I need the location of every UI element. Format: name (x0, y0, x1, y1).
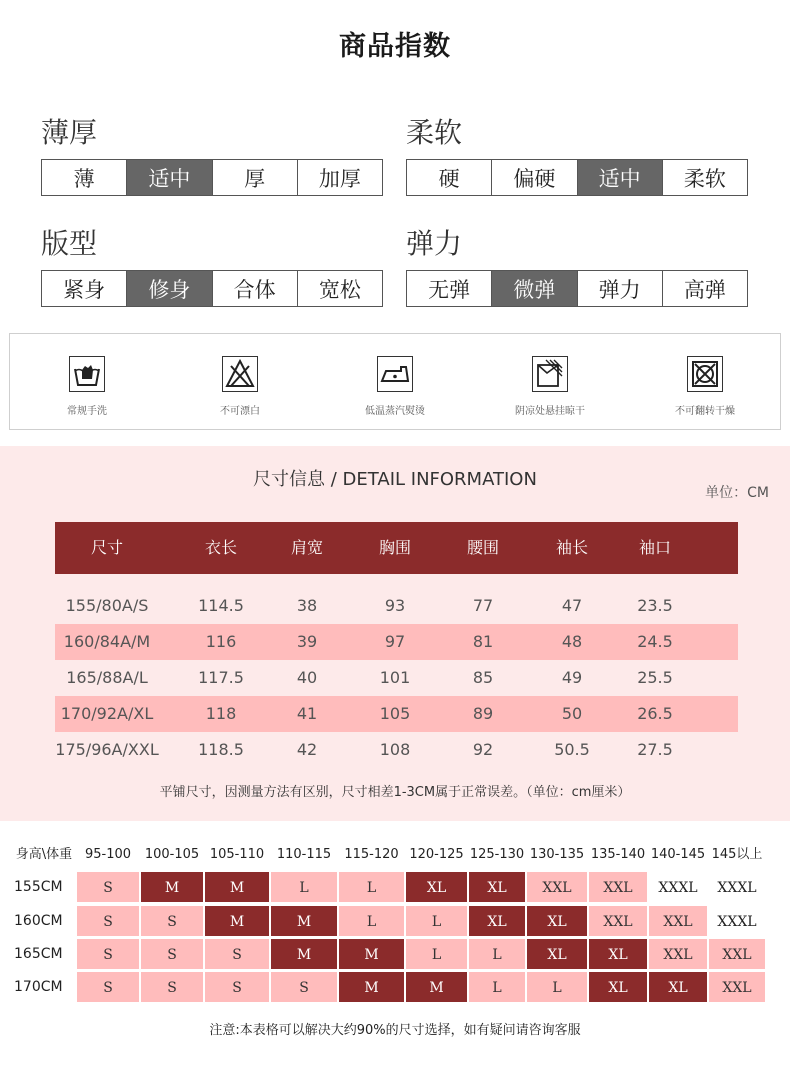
size-table-cell: 118 (205, 704, 237, 723)
scale-option: 适中 (577, 160, 662, 195)
fit-size-cell: S (270, 971, 338, 1003)
size-table-cell: 40 (296, 668, 318, 687)
size-table-cell: 38 (296, 596, 318, 615)
care-instructions (9, 333, 781, 430)
size-table-header (55, 522, 738, 574)
size-column-header: 衣长 (204, 538, 238, 557)
fit-size-cell: M (204, 871, 270, 903)
fit-size-cell: M (270, 938, 338, 970)
fit-size-cell: XXL (708, 938, 766, 970)
care-item (480, 334, 620, 431)
size-table-cell: 118.5 (198, 740, 244, 759)
fit-size-cell: M (338, 938, 405, 970)
size-table-cell: 105 (379, 704, 411, 723)
size-table-cell: 26.5 (637, 704, 673, 723)
size-column-header: 袖口 (638, 538, 672, 557)
size-table-cell: 41 (296, 704, 318, 723)
fit-size-cell: L (338, 871, 405, 903)
fit-size-cell: XL (526, 905, 588, 937)
weight-column-header: 120-125 (409, 847, 464, 862)
thickness-scale (41, 159, 383, 196)
fit-size-cell: XXXL (648, 871, 708, 903)
size-column-header: 尺寸 (90, 538, 124, 557)
fit-size-cell: M (270, 905, 338, 937)
care-label: 常规手洗 (67, 406, 107, 417)
size-table-cell: 23.5 (637, 596, 673, 615)
attr-fit (41, 222, 383, 307)
size-table-cell: 89 (472, 704, 494, 723)
fit-size-cell: L (338, 905, 405, 937)
size-table-row (55, 660, 738, 696)
size-table-cell: 97 (384, 632, 406, 651)
scale-option: 宽松 (297, 271, 382, 306)
height-row-label: 165CM (14, 946, 63, 962)
scale-option: 合体 (212, 271, 297, 306)
size-table-cell: 114.5 (198, 596, 244, 615)
unit-label: 单位：CM (705, 485, 769, 501)
fit-size-cell: XL (468, 871, 526, 903)
fit-size-cell: XL (588, 971, 648, 1003)
shade-hang-dry-icon (532, 356, 568, 392)
height-row-label: 170CM (14, 979, 63, 995)
fit-note: 注意:本表格可以解决大约90%的尺寸选择，如有疑问请咨询客服 (209, 1023, 581, 1038)
size-table-cell: 117.5 (198, 668, 244, 687)
fit-size-cell: XXL (648, 905, 708, 937)
weight-column-header: 105-110 (209, 847, 265, 862)
attr-elasticity (406, 222, 748, 307)
fit-size-cell: XL (405, 871, 468, 903)
size-table-cell: 108 (379, 740, 411, 759)
size-table-cell: 42 (296, 740, 318, 759)
fit-size-cell: XXL (588, 905, 648, 937)
fit-size-cell: S (204, 938, 270, 970)
fit-size-cell: XXL (708, 971, 766, 1003)
care-item (635, 334, 775, 431)
size-table-cell: 116 (205, 632, 237, 651)
size-column-header: 袖长 (555, 538, 589, 557)
no-bleach-icon (222, 356, 258, 392)
fit-size-cell: S (140, 905, 204, 937)
attr-title: 薄厚 (41, 116, 98, 149)
scale-option: 无弹 (407, 271, 491, 306)
size-info-heading: 尺寸信息 / DETAIL INFORMATION (253, 469, 537, 490)
fit-size-cell: XL (588, 938, 648, 970)
size-table-cell: 101 (379, 668, 411, 687)
size-info-section (0, 446, 790, 821)
weight-column-header: 140-145 (650, 847, 706, 862)
size-table-row (55, 696, 738, 732)
care-label: 低温蒸汽熨烫 (365, 406, 425, 417)
weight-column-header: 135-140 (590, 847, 646, 862)
fit-size-cell: L (468, 938, 526, 970)
size-table-row (55, 624, 738, 660)
size-table-cell: 175/96A/XXL (55, 740, 159, 759)
height-row-label: 155CM (14, 879, 63, 895)
size-table-cell: 170/92A/XL (60, 704, 154, 723)
fit-size-cell: XL (468, 905, 526, 937)
size-table-cell: 50.5 (554, 740, 590, 759)
size-column-header: 胸围 (378, 538, 412, 557)
weight-column-header: 95-100 (84, 847, 132, 862)
size-column-header: 腰围 (466, 538, 500, 557)
size-table-cell: 48 (561, 632, 583, 651)
size-table-cell: 92 (472, 740, 494, 759)
size-table-cell: 47 (561, 596, 583, 615)
size-table-cell: 93 (384, 596, 406, 615)
scale-option: 偏硬 (491, 160, 576, 195)
fit-corner-header: 身高\体重 (15, 847, 73, 862)
fit-size-cell: S (76, 905, 140, 937)
fit-size-cell: S (76, 971, 140, 1003)
softness-scale (406, 159, 748, 196)
page-title: 商品指数 (339, 31, 451, 62)
attr-softness (406, 111, 748, 196)
size-table-row (55, 588, 738, 624)
fit-size-cell: XL (648, 971, 708, 1003)
weight-column-header: 125-130 (469, 847, 525, 862)
size-table-cell: 39 (296, 632, 318, 651)
size-note: 平铺尺寸，因测量方法有区别，尺寸相差1-3CM属于正常误差。（单位：cm厘米） (159, 785, 631, 800)
care-label: 不可漂白 (220, 406, 260, 417)
fit-size-cell: L (468, 971, 526, 1003)
size-column-header: 肩宽 (290, 538, 324, 557)
scale-option: 柔软 (662, 160, 747, 195)
attr-title: 柔软 (406, 116, 463, 149)
weight-column-header: 130-135 (529, 847, 585, 862)
size-table-cell: 25.5 (637, 668, 673, 687)
weight-column-header: 100-105 (144, 847, 200, 862)
attr-title: 版型 (41, 227, 98, 260)
size-table-row (55, 732, 738, 768)
weight-column-header: 110-115 (276, 847, 332, 862)
size-table-cell: 160/84A/M (63, 632, 151, 651)
fit-size-cell: S (76, 938, 140, 970)
fit-size-cell: L (526, 971, 588, 1003)
fit-size-cell: S (140, 971, 204, 1003)
care-item (325, 334, 465, 431)
weight-column-header: 145以上 (711, 847, 763, 862)
size-table-cell: 81 (472, 632, 494, 651)
fit-size-cell: L (270, 871, 338, 903)
size-table-cell: 50 (561, 704, 583, 723)
fit-size-cell: M (405, 971, 468, 1003)
fit-size-cell: S (76, 871, 140, 903)
attr-thickness (41, 111, 383, 196)
scale-option: 薄 (42, 160, 126, 195)
size-table-cell: 155/80A/S (65, 596, 149, 615)
size-table-cell: 24.5 (637, 632, 673, 651)
size-table-cell: 77 (472, 596, 494, 615)
fit-size-cell: S (140, 938, 204, 970)
scale-option: 紧身 (42, 271, 126, 306)
size-table-cell: 49 (561, 668, 583, 687)
fit-size-cell: M (338, 971, 405, 1003)
fit-size-cell: M (140, 871, 204, 903)
fit-size-cell: XL (526, 938, 588, 970)
fit-size-cell: XXXL (708, 871, 766, 903)
scale-option: 微弹 (491, 271, 576, 306)
fit-size-cell: XXL (526, 871, 588, 903)
fit-size-cell: L (405, 905, 468, 937)
care-item (170, 334, 310, 431)
scale-option: 适中 (126, 160, 211, 195)
low-temp-iron-icon (377, 356, 413, 392)
fit-size-cell: M (204, 905, 270, 937)
size-table-cell: 27.5 (637, 740, 673, 759)
fit-size-cell: XXL (588, 871, 648, 903)
hand-wash-icon (69, 356, 105, 392)
scale-option: 高弹 (662, 271, 747, 306)
fit-size-cell: XXL (648, 938, 708, 970)
scale-option: 加厚 (297, 160, 382, 195)
fit-size-cell: XXXL (708, 905, 766, 937)
fit-size-cell: L (405, 938, 468, 970)
fit-scale (41, 270, 383, 307)
scale-option: 硬 (407, 160, 491, 195)
care-label: 阴凉处悬挂晾干 (515, 406, 585, 417)
size-table-cell: 85 (472, 668, 494, 687)
fit-size-cell: S (204, 971, 270, 1003)
size-table-cell: 165/88A/L (66, 668, 148, 687)
care-item (17, 334, 157, 431)
weight-column-header: 115-120 (344, 847, 399, 862)
care-label: 不可翻转干燥 (675, 406, 735, 417)
elasticity-scale (406, 270, 748, 307)
no-tumble-dry-icon (687, 356, 723, 392)
scale-option: 修身 (126, 271, 211, 306)
scale-option: 弹力 (577, 271, 662, 306)
height-row-label: 160CM (14, 913, 63, 929)
scale-option: 厚 (212, 160, 297, 195)
attr-title: 弹力 (406, 227, 463, 260)
